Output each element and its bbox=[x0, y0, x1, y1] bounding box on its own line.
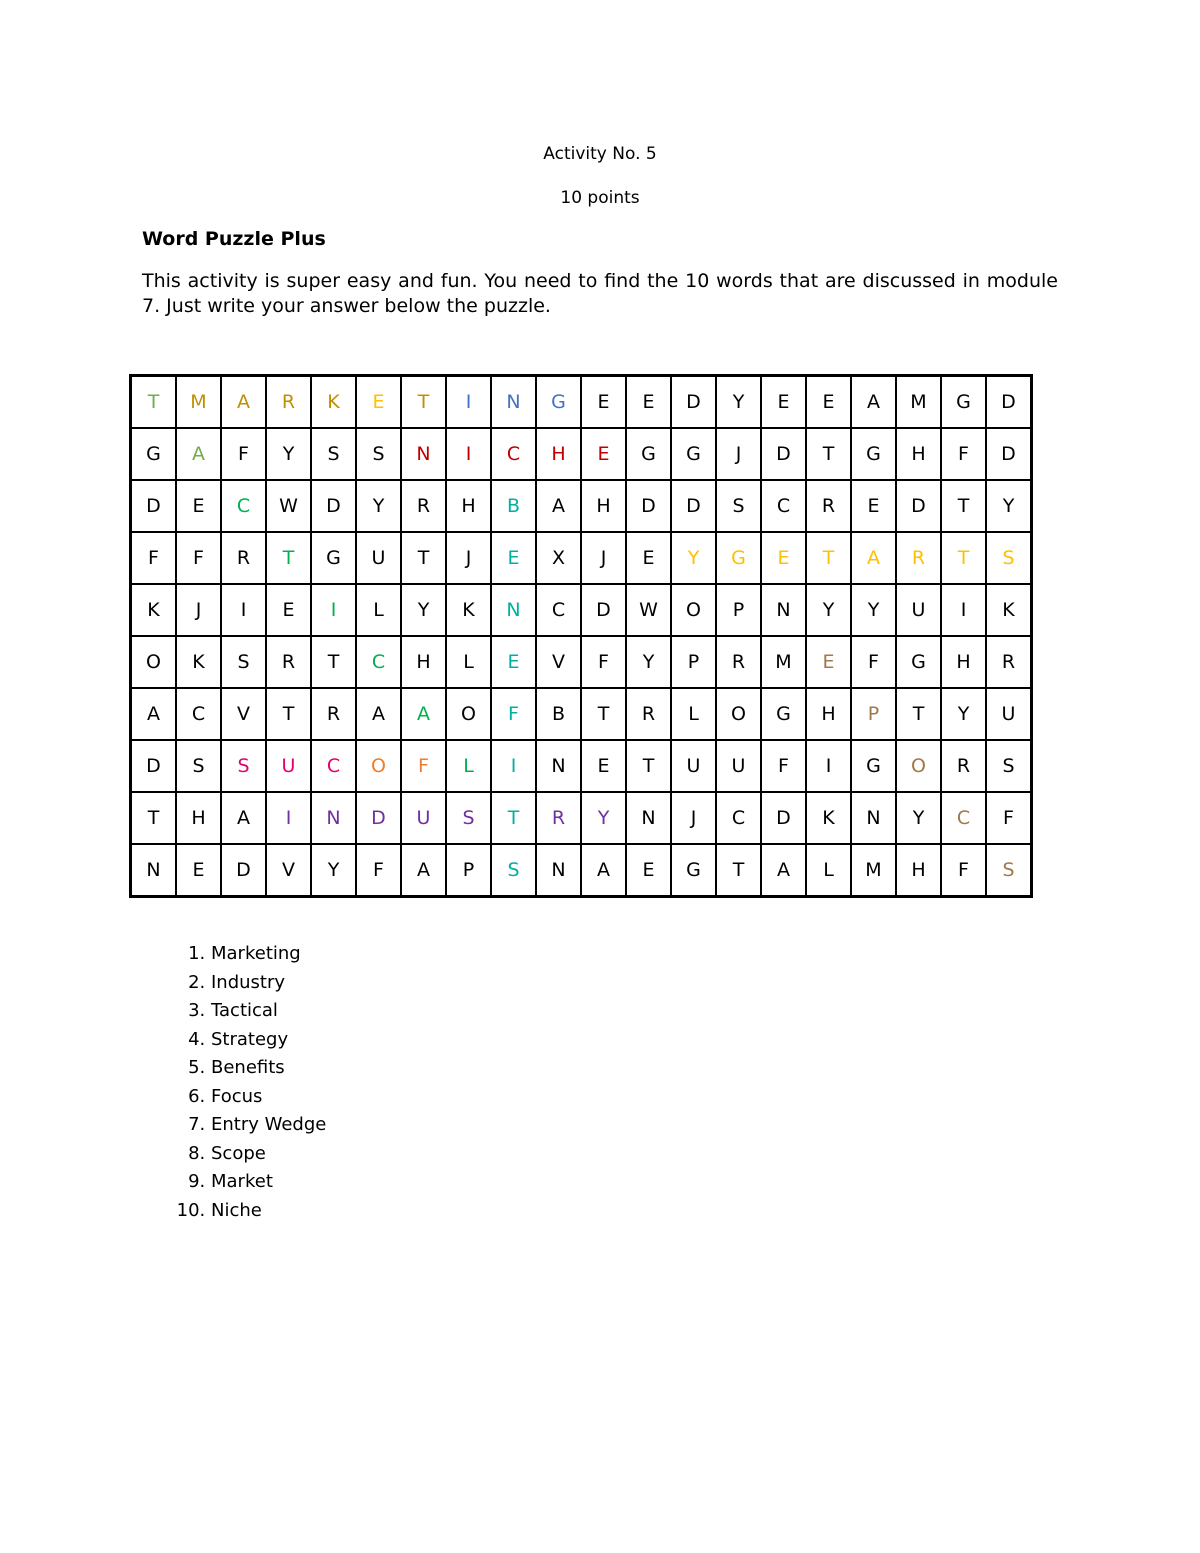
grid-cell: G bbox=[716, 532, 761, 584]
grid-cell: N bbox=[851, 792, 896, 844]
grid-cell: F bbox=[131, 532, 177, 584]
grid-cell: J bbox=[671, 792, 716, 844]
grid-cell: T bbox=[716, 844, 761, 897]
grid-cell: G bbox=[851, 740, 896, 792]
grid-cell: S bbox=[716, 480, 761, 532]
grid-cell: M bbox=[896, 376, 941, 429]
grid-cell: A bbox=[131, 688, 177, 740]
grid-cell: Y bbox=[806, 584, 851, 636]
grid-cell: G bbox=[131, 428, 177, 480]
answer-list bbox=[175, 940, 326, 1225]
grid-cell: K bbox=[446, 584, 491, 636]
grid-cell: N bbox=[761, 584, 806, 636]
grid-cell: S bbox=[986, 844, 1032, 897]
grid-cell: E bbox=[806, 636, 851, 688]
grid-cell: T bbox=[806, 428, 851, 480]
grid-cell: V bbox=[266, 844, 311, 897]
grid-cell: G bbox=[536, 376, 581, 429]
grid-cell: H bbox=[896, 428, 941, 480]
grid-cell: D bbox=[221, 844, 266, 897]
grid-cell: Y bbox=[671, 532, 716, 584]
grid-cell: F bbox=[851, 636, 896, 688]
grid-cell: H bbox=[446, 480, 491, 532]
word-search-grid-body bbox=[131, 376, 1032, 897]
grid-cell: T bbox=[941, 532, 986, 584]
grid-cell: O bbox=[671, 584, 716, 636]
grid-cell: Y bbox=[941, 688, 986, 740]
grid-cell: I bbox=[266, 792, 311, 844]
answer-item: 10. Niche bbox=[211, 1197, 326, 1226]
grid-row bbox=[131, 376, 1032, 429]
grid-cell: O bbox=[896, 740, 941, 792]
grid-cell: A bbox=[581, 844, 626, 897]
grid-cell: L bbox=[671, 688, 716, 740]
grid-cell: S bbox=[356, 428, 401, 480]
grid-cell: R bbox=[536, 792, 581, 844]
grid-cell: A bbox=[536, 480, 581, 532]
grid-cell: O bbox=[356, 740, 401, 792]
grid-cell: U bbox=[266, 740, 311, 792]
grid-cell: V bbox=[221, 688, 266, 740]
answer-item: 8. Scope bbox=[211, 1140, 326, 1169]
grid-cell: S bbox=[221, 740, 266, 792]
grid-cell: T bbox=[626, 740, 671, 792]
grid-cell: E bbox=[851, 480, 896, 532]
grid-cell: T bbox=[266, 688, 311, 740]
grid-cell: A bbox=[851, 532, 896, 584]
grid-cell: N bbox=[131, 844, 177, 897]
grid-cell: W bbox=[266, 480, 311, 532]
grid-cell: E bbox=[356, 376, 401, 429]
grid-cell: R bbox=[266, 636, 311, 688]
answer-item: 7. Entry Wedge bbox=[211, 1111, 326, 1140]
grid-cell: B bbox=[536, 688, 581, 740]
grid-cell: F bbox=[581, 636, 626, 688]
grid-cell: G bbox=[626, 428, 671, 480]
grid-cell: I bbox=[221, 584, 266, 636]
grid-cell: C bbox=[941, 792, 986, 844]
grid-cell: M bbox=[851, 844, 896, 897]
grid-cell: Y bbox=[626, 636, 671, 688]
puzzle-heading: Word Puzzle Plus bbox=[142, 228, 326, 250]
grid-cell: E bbox=[626, 376, 671, 429]
grid-cell: A bbox=[851, 376, 896, 429]
grid-cell: N bbox=[491, 376, 536, 429]
grid-cell: N bbox=[491, 584, 536, 636]
grid-cell: N bbox=[311, 792, 356, 844]
grid-cell: R bbox=[401, 480, 446, 532]
grid-cell: H bbox=[941, 636, 986, 688]
grid-cell: E bbox=[626, 844, 671, 897]
grid-cell: D bbox=[671, 480, 716, 532]
grid-cell: F bbox=[221, 428, 266, 480]
grid-cell: A bbox=[761, 844, 806, 897]
grid-cell: F bbox=[941, 428, 986, 480]
grid-cell: U bbox=[356, 532, 401, 584]
grid-cell: E bbox=[266, 584, 311, 636]
grid-cell: Y bbox=[356, 480, 401, 532]
grid-cell: R bbox=[896, 532, 941, 584]
grid-cell: Y bbox=[716, 376, 761, 429]
grid-row bbox=[131, 688, 1032, 740]
grid-cell: S bbox=[176, 740, 221, 792]
grid-cell: F bbox=[401, 740, 446, 792]
grid-cell: S bbox=[491, 844, 536, 897]
grid-cell: J bbox=[176, 584, 221, 636]
grid-cell: R bbox=[986, 636, 1032, 688]
grid-cell: F bbox=[491, 688, 536, 740]
grid-cell: G bbox=[671, 844, 716, 897]
grid-cell: I bbox=[941, 584, 986, 636]
grid-cell: S bbox=[221, 636, 266, 688]
grid-cell: E bbox=[581, 376, 626, 429]
activity-title: Activity No. 5 bbox=[543, 144, 657, 164]
grid-cell: E bbox=[176, 480, 221, 532]
grid-cell: C bbox=[716, 792, 761, 844]
grid-row bbox=[131, 480, 1032, 532]
grid-cell: A bbox=[221, 792, 266, 844]
grid-cell: N bbox=[401, 428, 446, 480]
grid-cell: X bbox=[536, 532, 581, 584]
grid-cell: G bbox=[311, 532, 356, 584]
grid-cell: D bbox=[131, 740, 177, 792]
grid-cell: U bbox=[716, 740, 761, 792]
grid-cell: T bbox=[806, 532, 851, 584]
grid-cell: R bbox=[311, 688, 356, 740]
grid-cell: U bbox=[896, 584, 941, 636]
grid-cell: H bbox=[806, 688, 851, 740]
grid-cell: D bbox=[356, 792, 401, 844]
grid-cell: T bbox=[266, 532, 311, 584]
grid-cell: I bbox=[446, 376, 491, 429]
grid-cell: D bbox=[761, 428, 806, 480]
grid-cell: T bbox=[941, 480, 986, 532]
grid-cell: E bbox=[581, 428, 626, 480]
grid-cell: A bbox=[401, 688, 446, 740]
grid-cell: I bbox=[806, 740, 851, 792]
grid-cell: E bbox=[626, 532, 671, 584]
activity-points: 10 points bbox=[560, 188, 640, 208]
grid-cell: R bbox=[266, 376, 311, 429]
grid-cell: D bbox=[986, 376, 1032, 429]
grid-cell: T bbox=[581, 688, 626, 740]
grid-cell: H bbox=[581, 480, 626, 532]
grid-cell: C bbox=[356, 636, 401, 688]
grid-cell: J bbox=[446, 532, 491, 584]
grid-cell: D bbox=[131, 480, 177, 532]
grid-cell: K bbox=[806, 792, 851, 844]
grid-cell: P bbox=[671, 636, 716, 688]
grid-cell: F bbox=[176, 532, 221, 584]
answer-item: 5. Benefits bbox=[211, 1054, 326, 1083]
grid-cell: E bbox=[761, 376, 806, 429]
grid-cell: Y bbox=[986, 480, 1032, 532]
grid-cell: W bbox=[626, 584, 671, 636]
grid-cell: P bbox=[446, 844, 491, 897]
grid-cell: C bbox=[221, 480, 266, 532]
grid-cell: T bbox=[896, 688, 941, 740]
grid-cell: P bbox=[851, 688, 896, 740]
grid-cell: A bbox=[356, 688, 401, 740]
grid-cell: E bbox=[491, 636, 536, 688]
grid-cell: Y bbox=[581, 792, 626, 844]
grid-row bbox=[131, 428, 1032, 480]
grid-cell: C bbox=[176, 688, 221, 740]
grid-cell: G bbox=[761, 688, 806, 740]
grid-cell: O bbox=[131, 636, 177, 688]
grid-cell: T bbox=[131, 376, 177, 429]
grid-cell: I bbox=[446, 428, 491, 480]
grid-cell: V bbox=[536, 636, 581, 688]
grid-cell: T bbox=[401, 532, 446, 584]
grid-cell: N bbox=[536, 740, 581, 792]
grid-cell: S bbox=[311, 428, 356, 480]
grid-cell: U bbox=[986, 688, 1032, 740]
grid-cell: J bbox=[581, 532, 626, 584]
grid-cell: A bbox=[176, 428, 221, 480]
grid-cell: Y bbox=[851, 584, 896, 636]
grid-cell: L bbox=[356, 584, 401, 636]
answer-item: 1. Marketing bbox=[211, 940, 326, 969]
grid-cell: B bbox=[491, 480, 536, 532]
grid-cell: K bbox=[176, 636, 221, 688]
grid-cell: F bbox=[761, 740, 806, 792]
grid-cell: K bbox=[986, 584, 1032, 636]
answer-item: 9. Market bbox=[211, 1168, 326, 1197]
grid-row bbox=[131, 792, 1032, 844]
answer-item: 4. Strategy bbox=[211, 1026, 326, 1055]
grid-cell: H bbox=[896, 844, 941, 897]
grid-cell: A bbox=[221, 376, 266, 429]
grid-row bbox=[131, 532, 1032, 584]
grid-cell: Y bbox=[896, 792, 941, 844]
grid-cell: S bbox=[986, 740, 1032, 792]
grid-cell: F bbox=[986, 792, 1032, 844]
grid-row bbox=[131, 740, 1032, 792]
grid-cell: F bbox=[941, 844, 986, 897]
grid-cell: D bbox=[761, 792, 806, 844]
grid-cell: S bbox=[446, 792, 491, 844]
grid-cell: E bbox=[806, 376, 851, 429]
grid-cell: G bbox=[941, 376, 986, 429]
grid-cell: Y bbox=[266, 428, 311, 480]
grid-cell: D bbox=[311, 480, 356, 532]
grid-cell: T bbox=[311, 636, 356, 688]
grid-cell: E bbox=[761, 532, 806, 584]
grid-cell: L bbox=[806, 844, 851, 897]
grid-cell: L bbox=[446, 740, 491, 792]
answer-item: 6. Focus bbox=[211, 1083, 326, 1112]
grid-cell: S bbox=[986, 532, 1032, 584]
word-search-grid bbox=[129, 374, 1033, 898]
grid-cell: G bbox=[671, 428, 716, 480]
grid-row bbox=[131, 844, 1032, 897]
grid-row bbox=[131, 636, 1032, 688]
grid-cell: I bbox=[311, 584, 356, 636]
grid-cell: R bbox=[716, 636, 761, 688]
grid-cell: G bbox=[851, 428, 896, 480]
grid-cell: C bbox=[311, 740, 356, 792]
grid-row bbox=[131, 584, 1032, 636]
grid-cell: A bbox=[401, 844, 446, 897]
grid-cell: P bbox=[716, 584, 761, 636]
grid-cell: H bbox=[401, 636, 446, 688]
puzzle-instructions: This activity is super easy and fun. You need to find the 10 words that are discussed in module 7. Just write your answer below the puzzle. bbox=[142, 270, 1058, 317]
grid-cell: Y bbox=[311, 844, 356, 897]
grid-cell: D bbox=[896, 480, 941, 532]
answer-item: 2. Industry bbox=[211, 969, 326, 998]
grid-cell: D bbox=[986, 428, 1032, 480]
grid-cell: T bbox=[401, 376, 446, 429]
grid-cell: E bbox=[176, 844, 221, 897]
grid-cell: K bbox=[131, 584, 177, 636]
grid-cell: I bbox=[491, 740, 536, 792]
grid-cell: M bbox=[761, 636, 806, 688]
grid-cell: M bbox=[176, 376, 221, 429]
grid-cell: D bbox=[671, 376, 716, 429]
grid-cell: O bbox=[446, 688, 491, 740]
grid-cell: G bbox=[896, 636, 941, 688]
grid-cell: N bbox=[536, 844, 581, 897]
grid-cell: U bbox=[671, 740, 716, 792]
grid-cell: R bbox=[806, 480, 851, 532]
grid-cell: D bbox=[626, 480, 671, 532]
grid-cell: N bbox=[626, 792, 671, 844]
grid-cell: Y bbox=[401, 584, 446, 636]
grid-cell: D bbox=[581, 584, 626, 636]
grid-cell: E bbox=[581, 740, 626, 792]
grid-cell: H bbox=[176, 792, 221, 844]
grid-cell: E bbox=[491, 532, 536, 584]
grid-cell: T bbox=[131, 792, 177, 844]
grid-cell: R bbox=[626, 688, 671, 740]
grid-cell: L bbox=[446, 636, 491, 688]
grid-cell: J bbox=[716, 428, 761, 480]
grid-cell: T bbox=[491, 792, 536, 844]
grid-cell: C bbox=[536, 584, 581, 636]
grid-cell: H bbox=[536, 428, 581, 480]
grid-cell: K bbox=[311, 376, 356, 429]
answer-item: 3. Tactical bbox=[211, 997, 326, 1026]
grid-cell: R bbox=[221, 532, 266, 584]
grid-cell: F bbox=[356, 844, 401, 897]
grid-cell: C bbox=[491, 428, 536, 480]
grid-cell: U bbox=[401, 792, 446, 844]
grid-cell: C bbox=[761, 480, 806, 532]
grid-cell: O bbox=[716, 688, 761, 740]
grid-cell: R bbox=[941, 740, 986, 792]
